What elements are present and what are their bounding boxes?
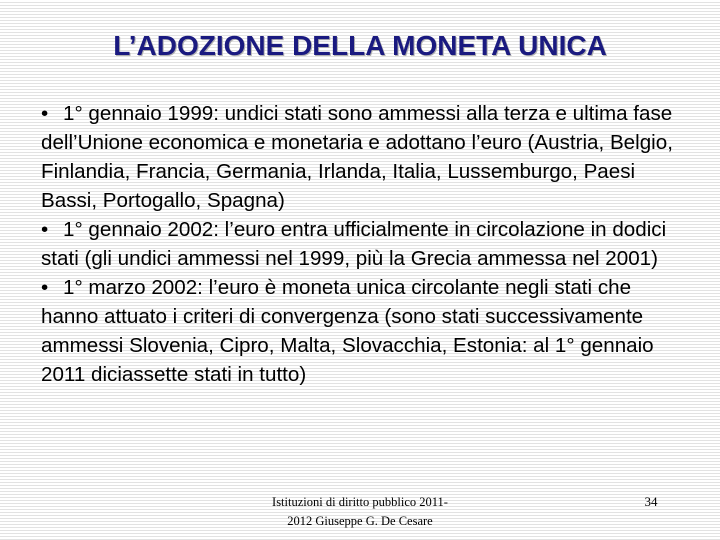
slide-body — [41, 99, 686, 389]
bullet-item-2002-march — [41, 273, 686, 389]
page-number: 34 — [644, 494, 658, 509]
slide-title: L’ADOZIONE DELLA MONETA UNICA — [113, 30, 607, 61]
footer-line-2: 2012 Giuseppe G. De Cesare — [287, 514, 433, 528]
bullet-item-2002-january — [41, 215, 686, 273]
bullet-text: 1° gennaio 1999: undici stati sono ammessi alla terza e ultima fase dell’Unione economica e monetaria e adottano l’euro (Austria, Belgio, Finlandia, Francia, Germania, Irlanda, Italia, Lussemburgo, Paesi Bassi, Portogallo, Spagna) — [41, 102, 673, 212]
bullet-marker: • — [41, 218, 49, 241]
slide-footer — [250, 493, 470, 531]
bullet-item-1999 — [41, 99, 686, 215]
bullet-text: 1° marzo 2002: l’euro è moneta unica circolante negli stati che hanno attuato i criteri di convergenza (sono stati successivamente ammessi Slovenia, Cipro, Malta, Slovacchia, Estonia: al 1° gennaio 2011 diciassette stati in tutto) — [41, 276, 654, 386]
bullet-marker: • — [41, 102, 49, 125]
bullet-marker: • — [41, 276, 49, 299]
bullet-text: 1° gennaio 2002: l’euro entra ufficialmente in circolazione in dodici stati (gli undici ammessi nel 1999, più la Grecia ammessa nel 2001) — [41, 218, 667, 270]
footer-line-1: Istituzioni di diritto pubblico 2011- — [272, 495, 448, 509]
